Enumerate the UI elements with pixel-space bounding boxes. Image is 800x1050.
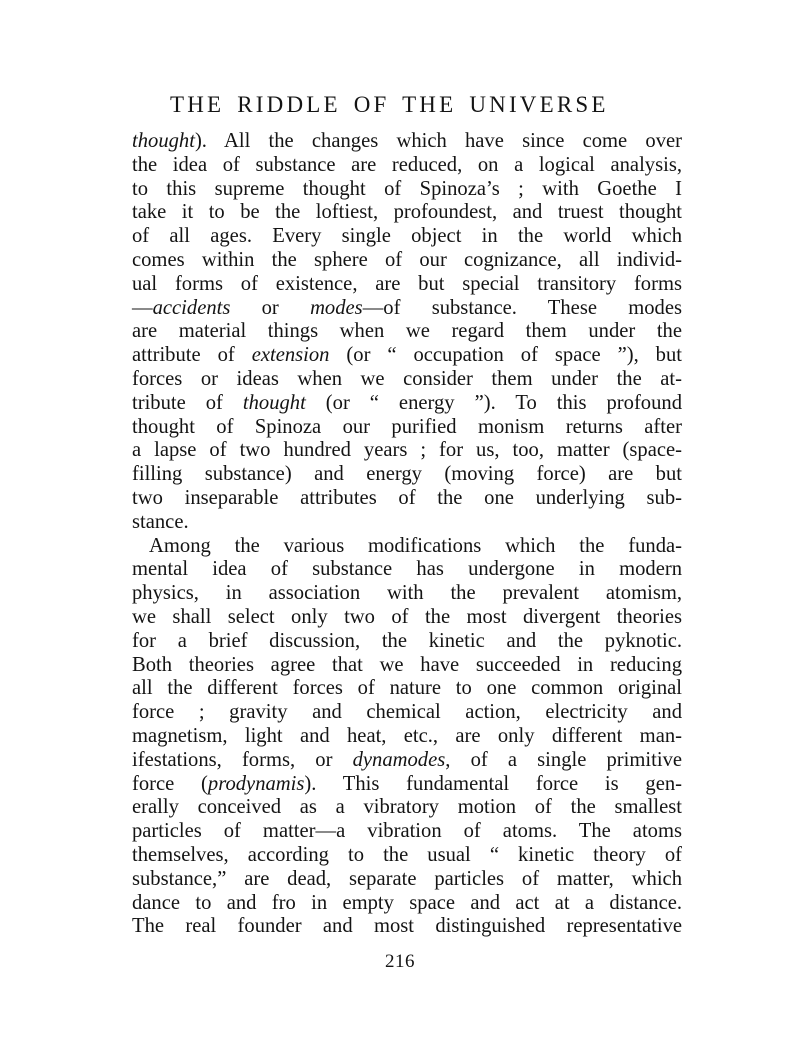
text-line: of all ages. Every single object in the world which — [132, 225, 682, 248]
text-line: The real founder and most distinguished representative — [132, 915, 682, 938]
text-line: physics, in association with the prevalent atomism, — [132, 582, 682, 605]
text-line: thought of Spinoza our purified monism returns after — [132, 415, 682, 438]
text-line: thought). All the changes which have since come over — [132, 130, 682, 152]
text-line: Among the various modifications which the funda- — [149, 534, 682, 557]
text-line: all the different forces of nature to one common original — [132, 677, 682, 700]
text-line: force (prodynamis). This fundamental force is gen- — [132, 772, 682, 795]
text-line: particles of matter—a vibration of atoms. The atoms — [132, 820, 682, 843]
text-line: take it to be the loftiest, profoundest, and truest thought — [132, 201, 682, 224]
text-line: the idea of substance are reduced, on a logical analysis, — [132, 153, 682, 176]
page-number: 216 — [385, 951, 415, 972]
text-line: forces or ideas when we consider them under the at- — [132, 367, 682, 390]
text-line: erally conceived as a vibratory motion of the smallest — [132, 796, 682, 819]
text-line: substance,” are dead, separate particles of matter, which — [132, 867, 682, 890]
text-line: comes within the sphere of our cognizance, all individ- — [132, 248, 682, 271]
text-line: a lapse of two hundred years ; for us, too, matter (space- — [132, 439, 682, 462]
text-line: attribute of extension (or “ occupation of space ”), but — [132, 344, 682, 367]
text-line: to this supreme thought of Spinoza’s ; with Goethe I — [132, 177, 682, 200]
text-line: two inseparable attributes of the one underlying sub- — [132, 486, 682, 509]
text-line: are material things when we regard them under the — [132, 320, 682, 343]
body-text — [132, 130, 682, 939]
text-line: magnetism, light and heat, etc., are only different man- — [132, 724, 682, 747]
text-line: we shall select only two of the most divergent theories — [132, 605, 682, 628]
text-line: themselves, according to the usual “ kinetic theory of — [132, 843, 682, 866]
text-line: dance to and fro in empty space and act at a distance. — [132, 891, 682, 914]
text-line: stance. — [132, 510, 189, 533]
paragraph — [132, 130, 682, 535]
text-line: force ; gravity and chemical action, electricity and — [132, 701, 682, 724]
running-head: THE RIDDLE OF THE UNIVERSE — [170, 92, 609, 117]
paragraph — [132, 535, 682, 940]
text-line: tribute of thought (or “ energy ”). To this profound — [132, 391, 682, 414]
text-line: ifestations, forms, or dynamodes, of a single primitive — [132, 748, 683, 771]
text-line: ual forms of existence, are but special transitory forms — [132, 272, 682, 295]
text-line: filling substance) and energy (moving force) are but — [132, 463, 682, 486]
text-line: Both theories agree that we have succeeded in reducing — [132, 653, 682, 676]
text-line: mental idea of substance has undergone in modern — [132, 558, 682, 581]
text-line: for a brief discussion, the kinetic and the pyknotic. — [132, 629, 682, 652]
text-line: —accidents or modes—of substance. These modes — [132, 296, 682, 319]
